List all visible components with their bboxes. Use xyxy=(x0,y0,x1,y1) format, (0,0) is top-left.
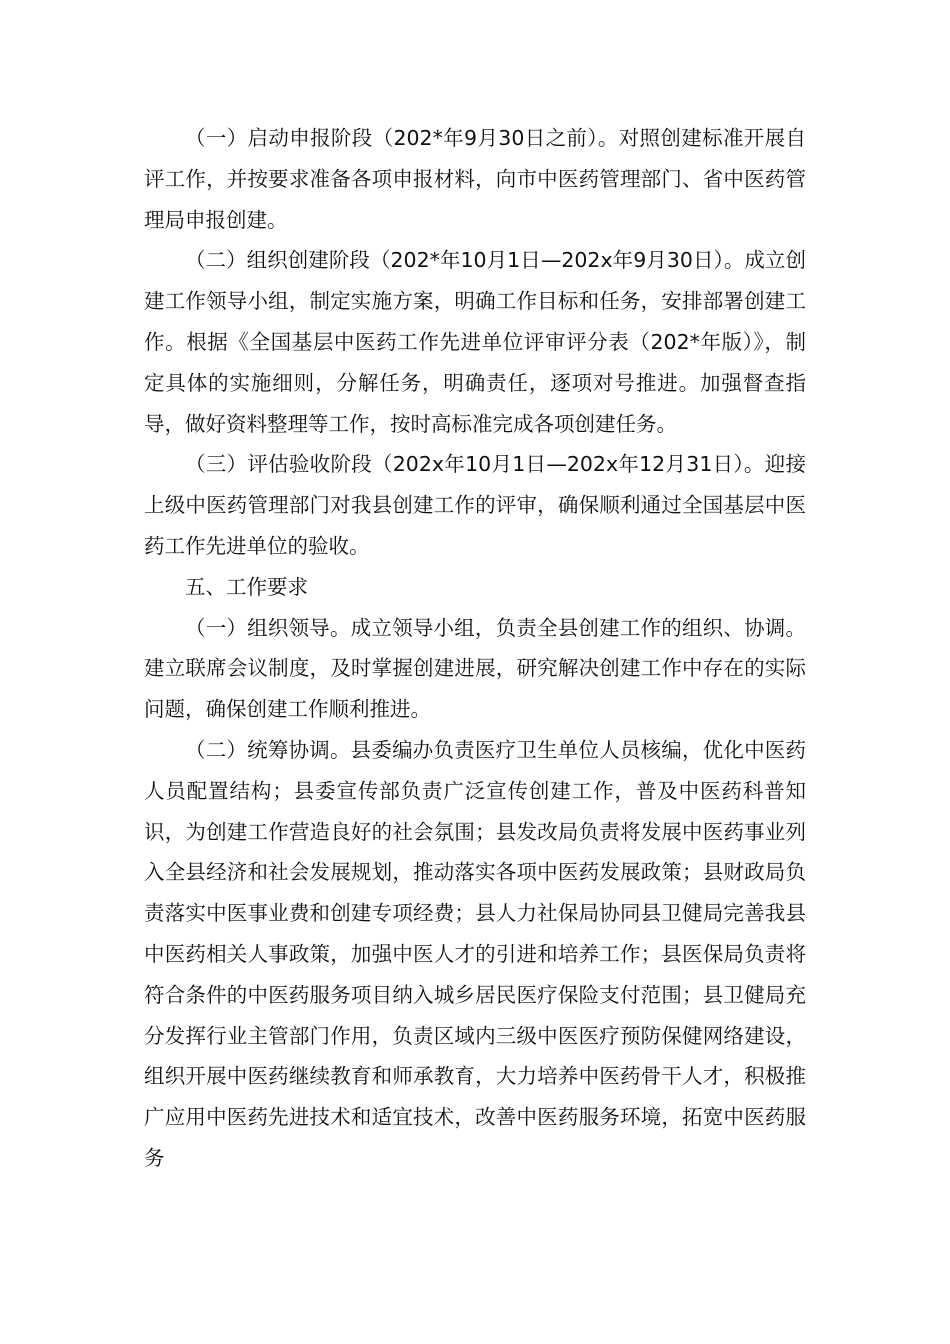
section-heading: 五、工作要求 xyxy=(185,574,308,599)
paragraph-organization-leadership: （一）组织领导。成立领导小组，负责全县创建工作的组织、协调。建立联席会议制度，及时掌握创建进展，研究解决创建工作中存在的实际问题，确保创建工作顺利推进。 xyxy=(144,615,806,722)
document-body xyxy=(144,118,806,1179)
paragraph-evaluation-stage: （三）评估验收阶段（202x年10月1日—202x年12月31日）。迎接上级中医药管理部门对我县创建工作的评审，确保顺利通过全国基层中医药工作先进单位的验收。 xyxy=(144,452,806,558)
paragraph-launch-stage: （一）启动申报阶段（202*年9月30日之前）。对照创建标准开展自评工作，并按要求准备各项申报材料，向市中医药管理部门、省中医药管理局申报创建。 xyxy=(144,126,806,232)
paragraph-coordination: （二）统筹协调。县委编办负责医疗卫生单位人员核编，优化中医药人员配置结构；县委宣传部负责广泛宣传创建工作，普及中医药科普知识，为创建工作营造良好的社会氛围；县发改局负责将发展中医药事业列入全县经济和社会发展规划，推动落实各项中医药发展政策；县财政局负责落实中医事业费和创建专项经费；县人力社保局协同县卫健局完善我县中医药相关人事政策，加强中医人才的引进和培养工作；县医保局负责将符合条件的中医药服务项目纳入城乡居民医疗保险支付范围；县卫健局充分发挥行业主管部门作用，负责区域内三级中医医疗预防保健网络建设，组织开展中医药继续教育和师承教育，大力培养中医药骨干人才，积极推广应用中医药先进技术和适宜技术，改善中医药服务环境，拓宽中医药服务 xyxy=(144,737,806,1170)
paragraph-organize-stage: （二）组织创建阶段（202*年10月1日—202x年9月30日）。成立创建工作领导小组，制定实施方案，明确工作目标和任务，安排部署创建工作。根据《全国基层中医药工作先进单位评审评分表（202*年版）》，制定具体的实施细则，分解任务，明确责任，逐项对号推进。加强督查指导，做好资料整理等工作，按时高标准完成各项创建任务。 xyxy=(144,248,806,436)
